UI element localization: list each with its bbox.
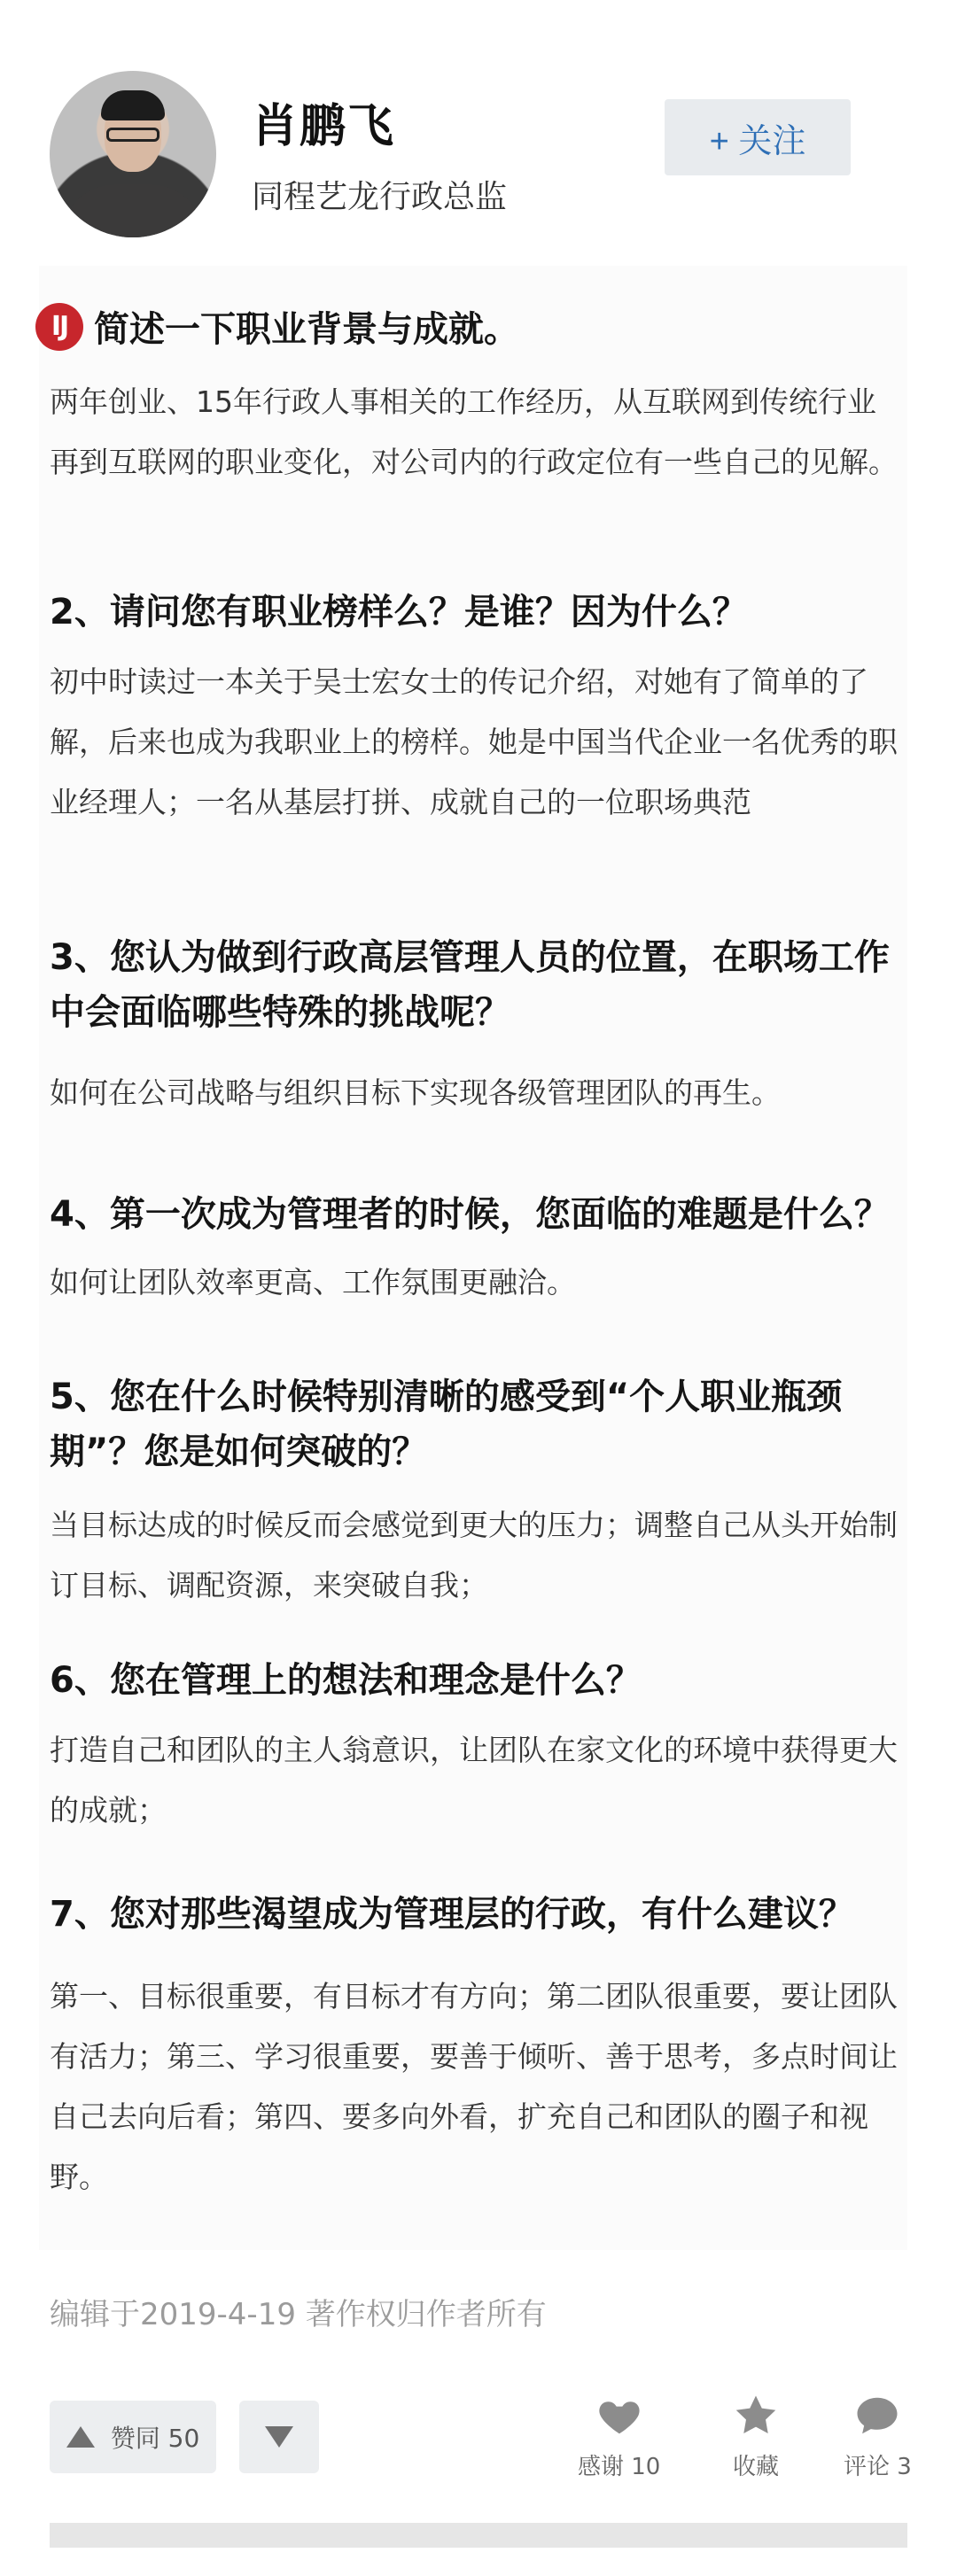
disagree-button[interactable] xyxy=(239,2401,319,2473)
heart-icon xyxy=(595,2392,643,2440)
star-icon xyxy=(732,2392,780,2440)
question-1 xyxy=(35,301,519,352)
favorite-button[interactable] xyxy=(732,2392,780,2481)
avatar[interactable] xyxy=(50,71,216,237)
author-title: 同程艺龙行政总监 xyxy=(252,179,508,215)
question-6: 6、您在管理上的想法和理念是什么？ xyxy=(50,1660,642,1701)
thanks-label: 感谢 10 xyxy=(578,2454,661,2480)
avatar-glasses xyxy=(106,128,160,142)
author-name[interactable]: 肖鹏飞 xyxy=(252,100,396,153)
avatar-hair xyxy=(101,90,165,120)
bottom-divider xyxy=(50,2523,907,2548)
down-arrow-icon xyxy=(265,2426,293,2448)
brand-badge-icon: IJ xyxy=(35,303,83,351)
up-arrow-icon xyxy=(66,2426,95,2448)
answer-5: 当目标达成的时候反而会感觉到更大的压力；调整自己从头开始制订目标、调配资源，来突破自我； xyxy=(50,1508,898,1602)
question-2: 2、请问您有职业榜样么？是谁？因为什么？ xyxy=(50,592,748,632)
question-1-text: 简述一下职业背景与成就。 xyxy=(94,309,519,350)
answer-4: 如何让团队效率更高、工作氛围更融洽。 xyxy=(50,1265,576,1300)
agree-button[interactable] xyxy=(50,2401,216,2473)
comment-label: 评论 3 xyxy=(844,2454,912,2480)
answer-3: 如何在公司战略与组织目标下实现各级管理团队的再生。 xyxy=(50,1075,781,1110)
avatar-body xyxy=(62,184,204,237)
answer-2: 初中时读过一本关于吴士宏女士的传记介绍，对她有了简单的了解，后来也成为我职业上的榜样。她是中国当代企业一名优秀的职业经理人；一名从基层打拼、成就自己的一位职场典范 xyxy=(50,664,898,819)
answer-1: 两年创业、15年行政人事相关的工作经历，从互联网到传统行业再到互联网的职业变化，对公司内的行政定位有一些自己的见解。 xyxy=(50,384,898,479)
question-3: 3、您认为做到行政高层管理人员的位置，在职场工作中会面临哪些特殊的挑战呢？ xyxy=(50,937,890,1033)
question-4: 4、第一次成为管理者的时候，您面临的难题是什么？ xyxy=(50,1194,890,1235)
edit-meta: 编辑于2019-4-19 著作权归作者所有 xyxy=(50,2297,547,2332)
answer-7: 第一、目标很重要，有目标才有方向；第二团队很重要，要让团队有活力；第三、学习很重要，要善于倾听、善于思考，多点时间让自己去向后看；第四、要多向外看，扩充自己和团队的圈子和视野。 xyxy=(50,1979,898,2194)
comment-button[interactable] xyxy=(844,2392,912,2481)
favorite-label: 收藏 xyxy=(732,2454,779,2480)
agree-label: 赞同 50 xyxy=(110,2424,200,2453)
question-5: 5、您在什么时候特别清晰的感受到“个人职业瓶颈期”？您是如何突破的？ xyxy=(50,1377,843,1472)
follow-button[interactable]: + 关注 xyxy=(665,99,851,175)
comment-icon xyxy=(853,2392,901,2440)
question-7: 7、您对那些渴望成为管理层的行政，有什么建议？ xyxy=(50,1894,854,1935)
answer-6: 打造自己和团队的主人翁意识，让团队在家文化的环境中获得更大的成就； xyxy=(50,1733,898,1827)
thanks-button[interactable] xyxy=(578,2392,660,2481)
